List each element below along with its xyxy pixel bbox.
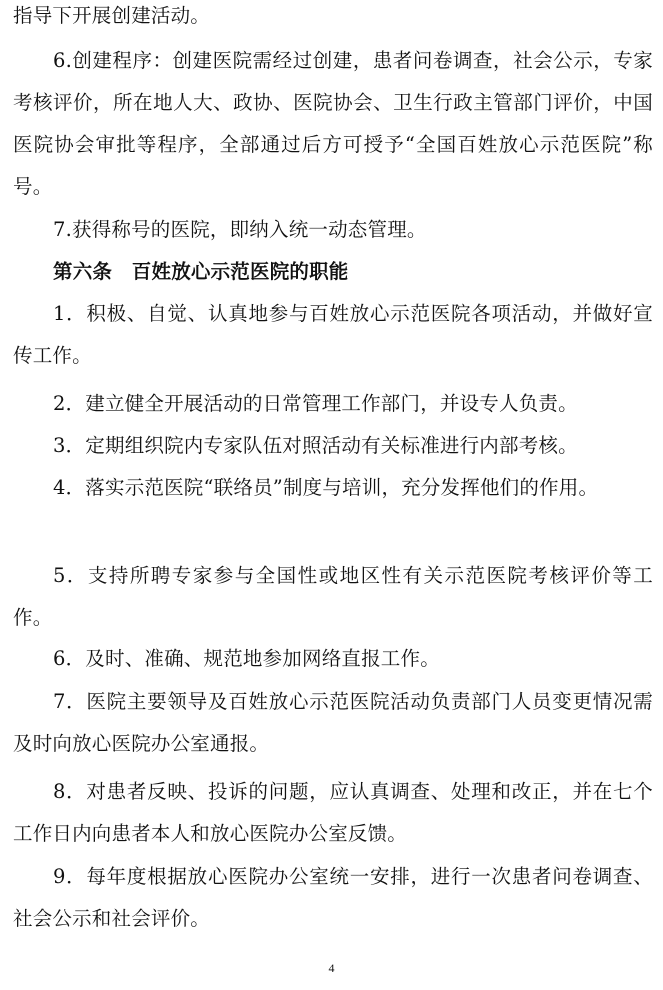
section-heading: 第六条 百姓放心示范医院的职能 (53, 260, 349, 283)
list-item: 1．积极、自觉、认真地参与百姓放心示范医院各项活动，并做好宣传工作。 (13, 302, 653, 367)
list-item: 8．对患者反映、投诉的问题，应认真调查、处理和改正，并在七个工作日内向患者本人和放心医院办公室反馈。 (13, 780, 653, 845)
list-item: 5．支持所聘专家参与全国性或地区性有关示范医院考核评价等工作。 (13, 564, 653, 629)
list-item: 7．医院主要领导及百姓放心示范医院活动负责部门人员变更情况需及时向放心医院办公室通报。 (13, 690, 653, 755)
list-item: 3．定期组织院内专家队伍对照活动有关标准进行内部考核。 (53, 434, 578, 457)
paragraph-continuation: 指导下开展创建活动。 (13, 4, 211, 27)
list-item: 4．落实示范医院“联络员”制度与培训，充分发挥他们的作用。 (53, 476, 599, 499)
paragraph-dynamic-management: 7.获得称号的医院，即纳入统一动态管理。 (53, 218, 427, 241)
list-item: 2．建立健全开展活动的日常管理工作部门，并设专人负责。 (53, 392, 578, 415)
list-item: 9．每年度根据放心医院办公室统一安排，进行一次患者问卷调查、社会公示和社会评价。 (13, 865, 653, 930)
paragraph-procedure: 6.创建程序：创建医院需经过创建，患者问卷调查，社会公示，专家考核评价，所在地人大、政协、医院协会、卫生行政主管部门评价，中国医院协会审批等程序，全部通过后方可授予“全国百姓放心示范医院”称号。 (13, 49, 653, 198)
list-item: 6．及时、准确、规范地参加网络直报工作。 (53, 647, 440, 670)
page-number: 4 (328, 961, 335, 975)
